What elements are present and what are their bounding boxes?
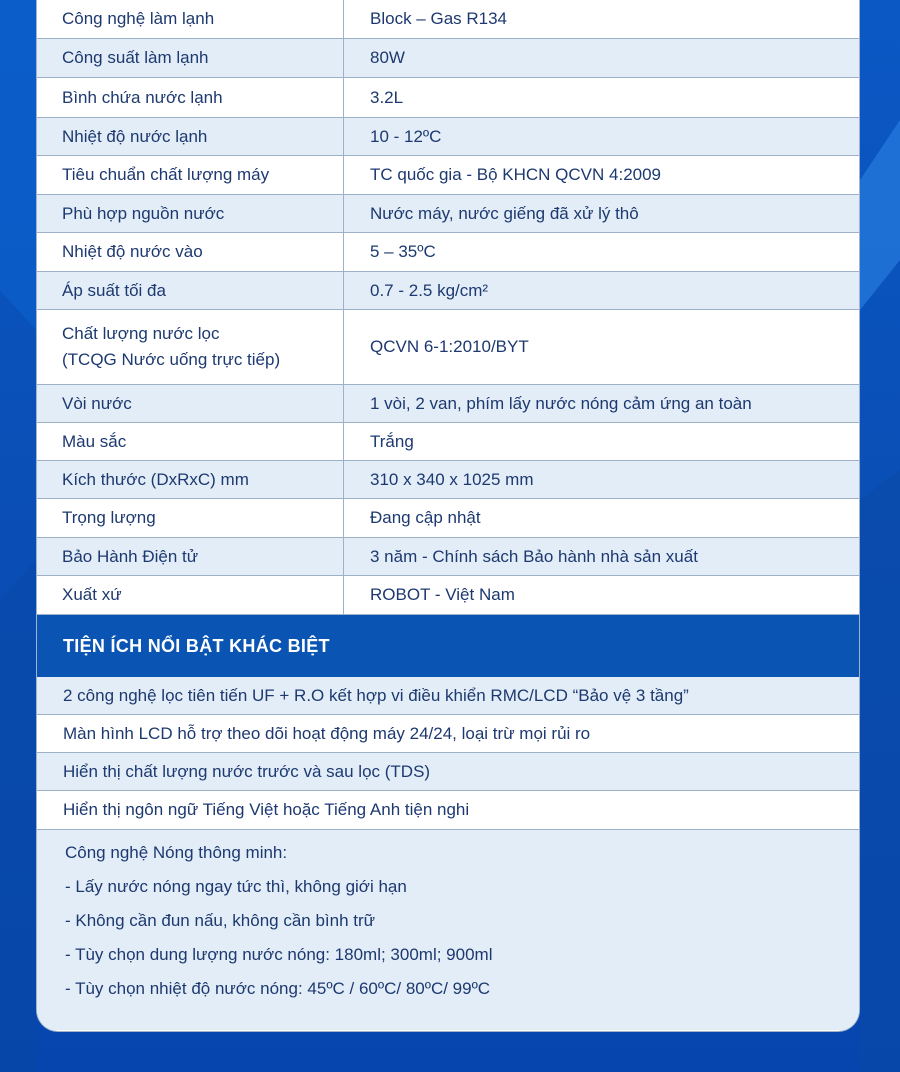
spec-row	[37, 461, 859, 499]
spec-label: Xuất xứ	[37, 576, 344, 614]
spec-value: 1 vòi, 2 van, phím lấy nước nóng cảm ứng an toàn	[370, 393, 752, 413]
smart-hot-line: - Không cần đun nấu, không cần bình trữ	[65, 911, 376, 930]
spec-label: Nhiệt độ nước lạnh	[37, 118, 344, 155]
spec-value: Trắng	[370, 431, 414, 451]
spec-label: Công suất làm lạnh	[37, 39, 344, 77]
spec-row	[37, 576, 859, 615]
spec-label: Áp suất tối đa	[37, 272, 344, 309]
spec-label: Bình chứa nước lạnh	[37, 78, 344, 117]
spec-label: Nhiệt độ nước vào	[37, 233, 344, 271]
spec-value: QCVN 6-1:2010/BYT	[370, 337, 529, 356]
smart-hot-line: Công nghệ Nóng thông minh:	[65, 843, 288, 862]
spec-value: 10 - 12ºC	[370, 126, 442, 146]
feature-item: Hiển thị chất lượng nước trước và sau lọc (TDS)	[37, 753, 859, 791]
spec-label-line: Chất lượng nước lọc	[62, 324, 220, 343]
spec-row	[37, 118, 859, 156]
spec-row	[37, 195, 859, 233]
smart-hot-line: - Lấy nước nóng ngay tức thì, không giới hạn	[65, 877, 407, 896]
spec-row	[37, 310, 859, 385]
spec-value: TC quốc gia - Bộ KHCN QCVN 4:2009	[370, 165, 662, 184]
spec-value: 80W	[370, 48, 405, 67]
spec-label: Kích thước (DxRxC) mm	[37, 461, 344, 498]
spec-card	[36, 0, 860, 1032]
spec-label: Tiêu chuẩn chất lượng máy	[37, 156, 344, 194]
spec-label-line: (TCQG Nước uống trực tiếp)	[62, 350, 281, 369]
smart-hot-line: - Tùy chọn nhiệt độ nước nóng: 45ºC / 60ºC/ 80ºC/ 99ºC	[65, 979, 491, 998]
spec-row	[37, 233, 859, 272]
spec-row	[37, 39, 859, 78]
smart-hot-block	[37, 830, 859, 1030]
spec-value: 310 x 340 x 1025 mm	[370, 469, 534, 489]
spec-value: Block – Gas R134	[370, 9, 508, 28]
spec-label: Công nghệ làm lạnh	[37, 0, 344, 38]
spec-value: Nước máy, nước giếng đã xử lý thô	[370, 203, 639, 223]
spec-value: Đang cập nhật	[370, 508, 481, 527]
feature-item: Hiển thị ngôn ngữ Tiếng Việt hoặc Tiếng Anh tiện nghi	[37, 791, 859, 830]
spec-label: Phù hợp nguồn nước	[37, 195, 344, 232]
spec-label: Bảo Hành Điện tử	[37, 538, 344, 575]
feature-item: Màn hình LCD hỗ trợ theo dõi hoạt động máy 24/24, loại trừ mọi rủi ro	[37, 715, 859, 753]
spec-row	[37, 156, 859, 195]
spec-row	[37, 385, 859, 423]
spec-row	[37, 272, 859, 310]
spec-row	[37, 423, 859, 461]
spec-value: ROBOT - Việt Nam	[370, 585, 515, 604]
features-section-title: TIỆN ÍCH NỔI BẬT KHÁC BIỆT	[37, 615, 859, 677]
spec-row	[37, 538, 859, 576]
spec-label	[37, 310, 344, 384]
spec-value: 0.7 - 2.5 kg/cm²	[370, 280, 489, 300]
spec-row	[37, 499, 859, 538]
spec-row	[37, 0, 859, 39]
spec-table	[37, 0, 859, 615]
spec-value: 5 – 35ºC	[370, 242, 436, 261]
spec-label: Vòi nước	[37, 385, 344, 422]
spec-value: 3.2L	[370, 87, 404, 107]
spec-label: Màu sắc	[37, 423, 344, 460]
feature-item: 2 công nghệ lọc tiên tiến UF + R.O kết hợp vi điều khiển RMC/LCD “Bảo vệ 3 tầng”	[37, 677, 859, 715]
spec-label: Trọng lượng	[37, 499, 344, 537]
spec-value: 3 năm - Chính sách Bảo hành nhà sản xuất	[370, 546, 698, 566]
spec-row	[37, 78, 859, 118]
smart-hot-line: - Tùy chọn dung lượng nước nóng: 180ml; 300ml; 900ml	[65, 945, 493, 964]
